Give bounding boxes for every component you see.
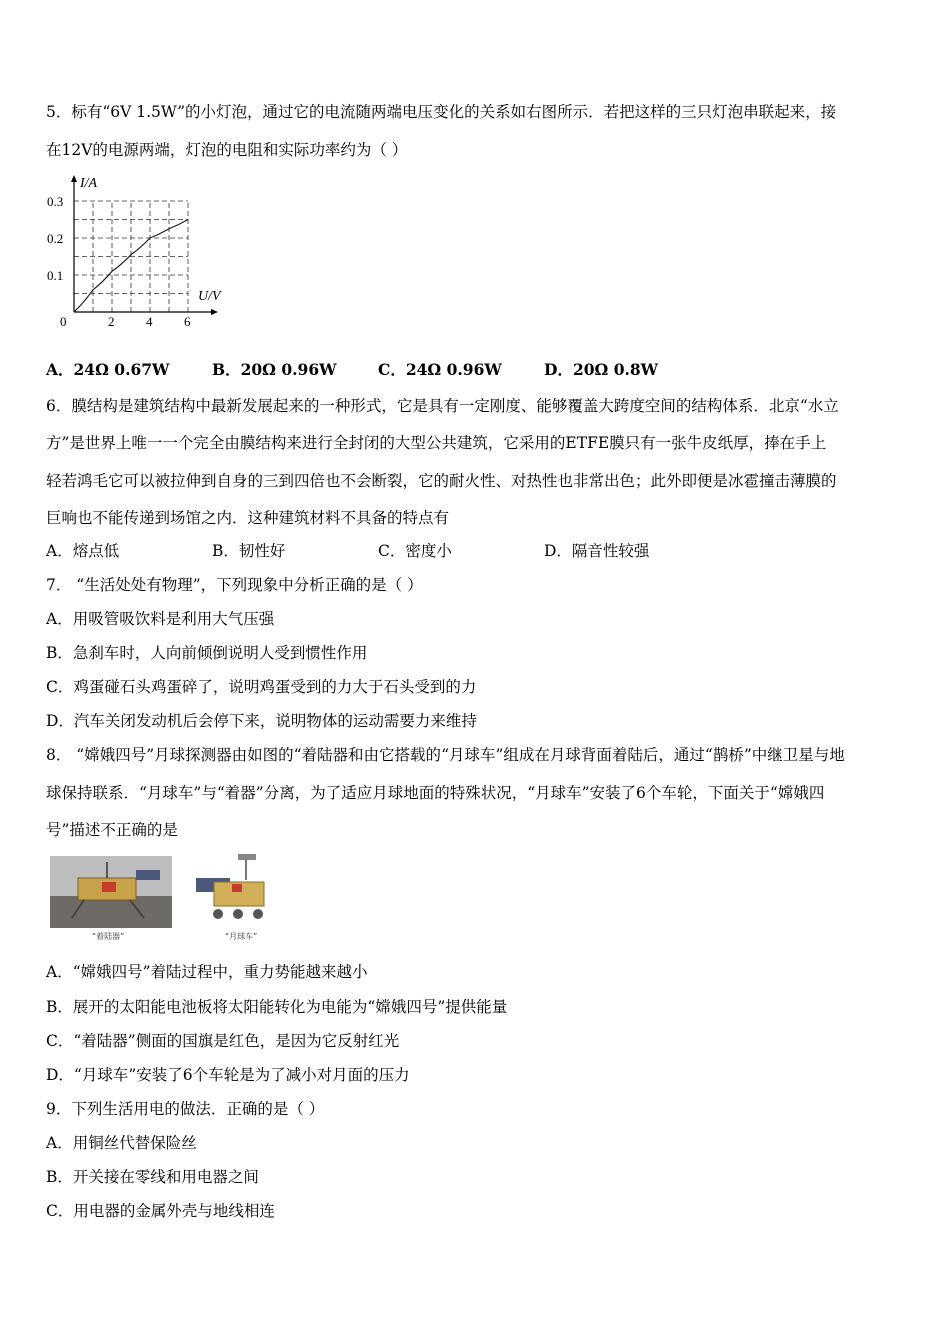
q6-stem-line3: 轻若鸿毛它可以被拉伸到自身的三到四倍也不会断裂，它的耐火性、对热性也非常出色；此外即便是冰雹撞击薄膜的 <box>46 472 837 490</box>
q5-option-c[interactable]: C．24Ω 0.96W <box>378 360 502 379</box>
y-tick-label: 0.2 <box>47 231 64 246</box>
q7-option-d[interactable]: D．汽车关闭发动机后会停下来，说明物体的运动需要力来维持 <box>46 712 477 730</box>
y-tick-label: 0.1 <box>47 268 64 283</box>
y-axis-arrow <box>71 175 77 182</box>
x-axis-label: U/V <box>198 289 221 304</box>
q8-option-a[interactable]: A．“嫦娥四号”着陆过程中，重力势能越来越小 <box>46 963 368 981</box>
chart-grid <box>74 201 188 312</box>
lander-caption: “着陆器” <box>92 932 125 941</box>
x-tick-label: 6 <box>184 314 191 329</box>
iu-curve <box>74 220 188 313</box>
q8-stem-line3: 号”描述不正确的是 <box>46 821 178 839</box>
x-tick-label: 0 <box>60 314 67 329</box>
lander-photo <box>50 856 172 928</box>
rover-photo <box>188 852 284 932</box>
rover-caption: “月球车” <box>225 932 258 941</box>
q8-stem-line2: 球保持联系．“月球车”与“着器”分离，为了适应月球地面的特殊状况，“月球车”安装了6个车轮，下面关于“嫦娥四 <box>46 784 825 802</box>
x-axis-arrow <box>211 309 218 315</box>
q9-option-a[interactable]: A．用铜丝代替保险丝 <box>46 1134 197 1152</box>
q5-stem-line1: 5．标有“6V 1.5W”的小灯泡，通过它的电流随两端电压变化的关系如右图所示．若把这样的三只灯泡串联起来，接 <box>46 103 837 121</box>
x-tick-label: 2 <box>108 314 115 329</box>
q9-option-b[interactable]: B．开关接在零线和用电器之间 <box>46 1168 259 1186</box>
q8-option-c[interactable]: C．“着陆器”侧面的国旗是红色，是因为它反射红光 <box>46 1032 400 1050</box>
iu-chart <box>40 172 240 332</box>
q6-option-b[interactable]: B．韧性好 <box>212 542 286 560</box>
q7-option-c[interactable]: C．鸡蛋碰石头鸡蛋碎了，说明鸡蛋受到的力大于石头受到的力 <box>46 678 477 696</box>
q6-stem-line2: 方”是世界上唯一一个完全由膜结构来进行全封闭的大型公共建筑，它采用的ETFE膜只有一张牛皮纸厚，捧在手上 <box>46 434 827 452</box>
q5-option-b[interactable]: B．20Ω 0.96W <box>212 360 337 379</box>
y-tick-label: 0.3 <box>47 194 64 209</box>
q5-option-a[interactable]: A．24Ω 0.67W <box>46 360 170 379</box>
q7-stem: 7． “生活处处有物理”，下列现象中分析正确的是（ ） <box>46 576 423 594</box>
q5-option-d[interactable]: D．20Ω 0.8W <box>544 360 659 379</box>
x-tick-label: 4 <box>146 314 153 329</box>
q6-stem-line4: 巨响也不能传递到场馆之内．这种建筑材料不具备的特点有 <box>46 509 450 527</box>
y-axis-label: I/A <box>80 176 98 191</box>
q6-stem-line1: 6．膜结构是建筑结构中最新发展起来的一种形式，它是具有一定刚度、能够覆盖大跨度空间的结构体系．北京“水立 <box>46 397 839 415</box>
q6-option-d[interactable]: D．隔音性较强 <box>544 542 650 560</box>
q7-option-a[interactable]: A．用吸管吸饮料是利用大气压强 <box>46 610 275 628</box>
q5-stem-line2: 在12V的电源两端，灯泡的电阻和实际功率约为（ ） <box>46 141 408 159</box>
q9-stem: 9．下列生活用电的做法．正确的是（ ） <box>46 1100 325 1118</box>
q8-stem-line1: 8． “嫦娥四号”月球探测器由如图的“着陆器和由它搭载的“月球车”组成在月球背面着陆后，通过“鹊桥”中继卫星与地 <box>46 746 845 764</box>
q7-option-b[interactable]: B．急刹车时，人向前倾倒说明人受到惯性作用 <box>46 644 368 662</box>
q6-option-c[interactable]: C．密度小 <box>378 542 452 560</box>
q6-option-a[interactable]: A．熔点低 <box>46 542 120 560</box>
q8-option-b[interactable]: B．展开的太阳能电池板将太阳能转化为电能为“嫦娥四号”提供能量 <box>46 998 508 1016</box>
q9-option-c[interactable]: C．用电器的金属外壳与地线相连 <box>46 1202 275 1220</box>
q8-option-d[interactable]: D．“月球车”安装了6个车轮是为了减小对月面的压力 <box>46 1066 410 1084</box>
